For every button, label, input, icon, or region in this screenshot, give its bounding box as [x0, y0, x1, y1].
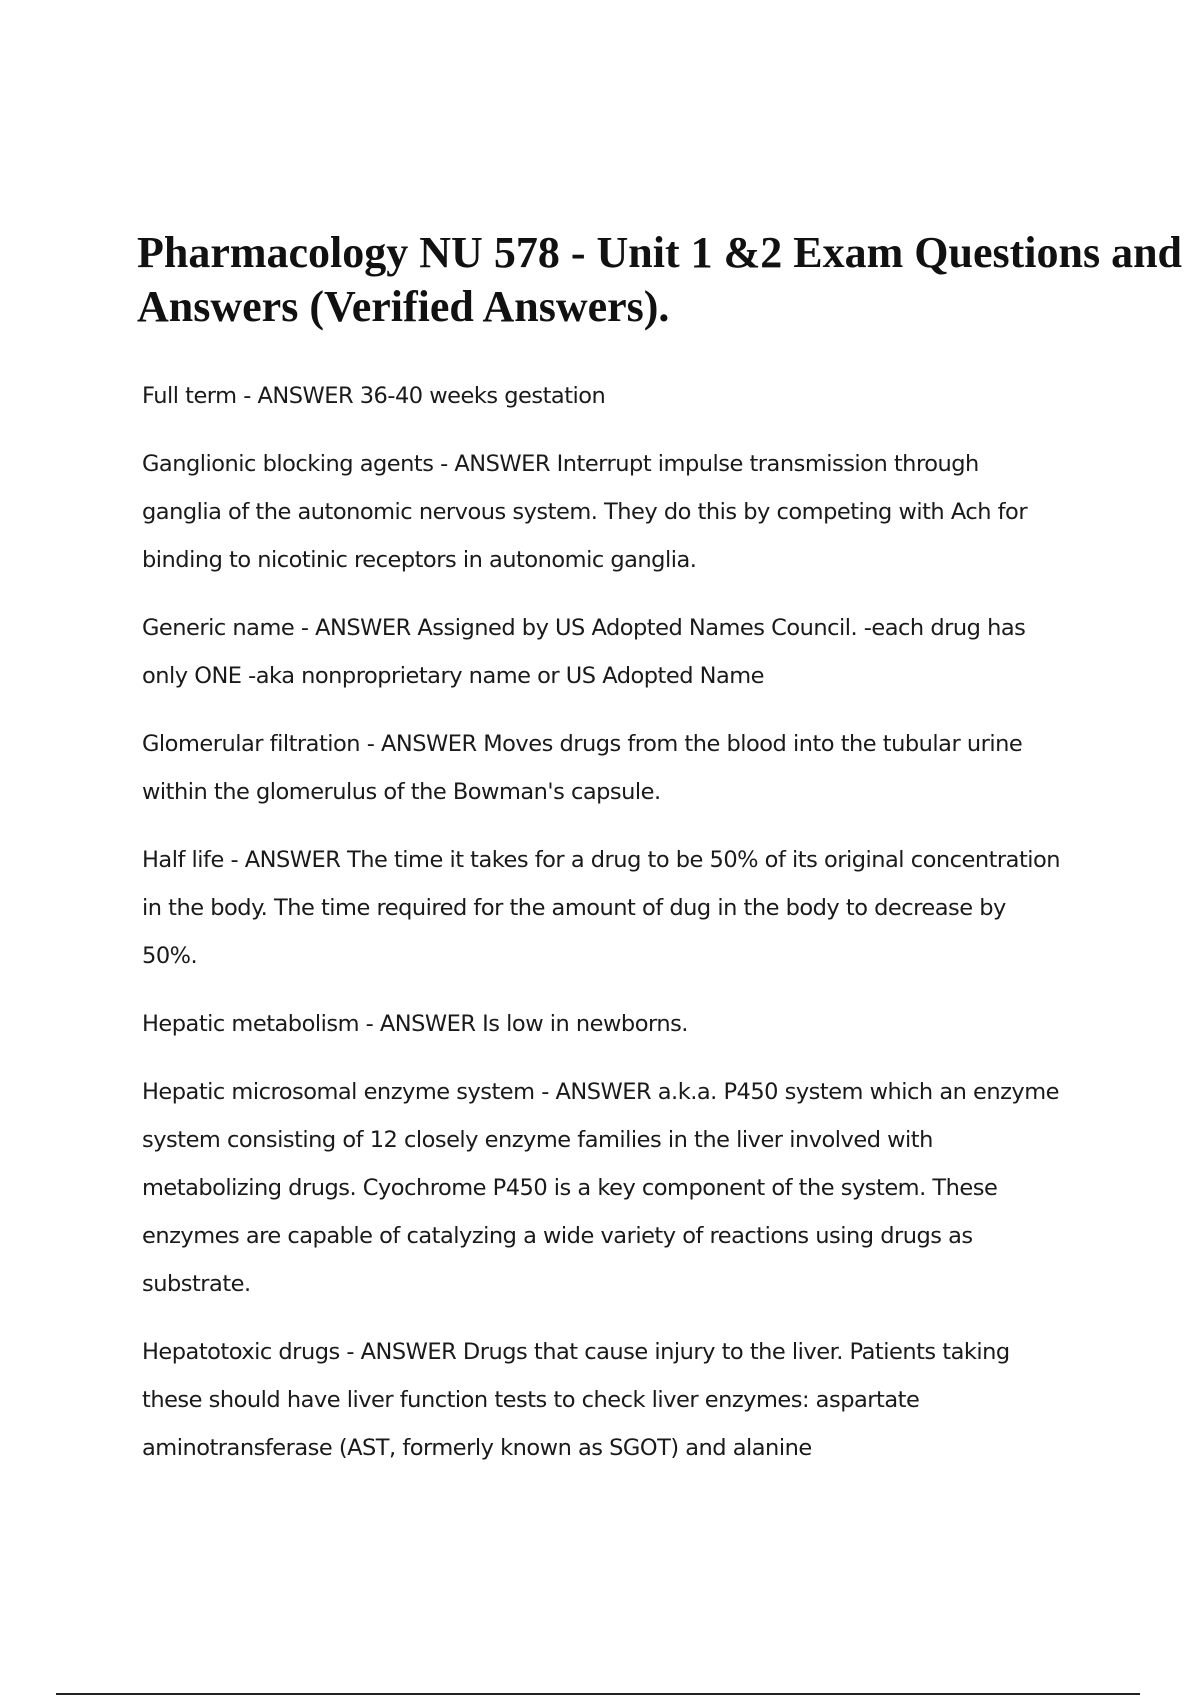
qa-entry-glomerular-filtration: Glomerular filtration - ANSWER Moves drugs from the blood into the tubular urine within the glomerulus of the Bowman's capsule.: [142, 731, 1023, 805]
footer-divider: [56, 1693, 1140, 1695]
document-title: Pharmacology NU 578 - Unit 1 &2 Exam Questions and Answers (Verified Answers).: [137, 228, 1183, 331]
qa-entry-ganglionic-blocking-agents: Ganglionic blocking agents - ANSWER Interrupt impulse transmission through ganglia of the autonomic nervous system. They do this by competing with Ach for binding to nicotinic receptors in autonomic ganglia.: [142, 451, 1028, 573]
qa-entry-full-term: Full term - ANSWER 36-40 weeks gestation: [142, 383, 606, 409]
qa-list: [142, 372, 1062, 1492]
qa-entry-hepatic-microsomal-enzyme-system: Hepatic microsomal enzyme system - ANSWER a.k.a. P450 system which an enzyme system consisting of 12 closely enzyme families in the liver involved with metabolizing drugs. Cyochrome P450 is a key component of the system. These enzymes are capable of catalyzing a wide variety of reactions using drugs as substrate.: [142, 1079, 1060, 1297]
qa-entry-generic-name: Generic name - ANSWER Assigned by US Adopted Names Council. -each drug has only ONE -aka nonproprietary name or US Adopted Name: [142, 615, 1026, 689]
qa-entry-half-life: Half life - ANSWER The time it takes for a drug to be 50% of its original concentration in the body. The time required for the amount of dug in the body to decrease by 50%.: [142, 847, 1061, 969]
qa-entry-hepatotoxic-drugs: Hepatotoxic drugs - ANSWER Drugs that cause injury to the liver. Patients taking these should have liver function tests to check liver enzymes: aspartate aminotransferase (AST, formerly known as SGOT) and alanine: [142, 1339, 1010, 1461]
qa-entry-hepatic-metabolism: Hepatic metabolism - ANSWER Is low in newborns.: [142, 1011, 688, 1037]
